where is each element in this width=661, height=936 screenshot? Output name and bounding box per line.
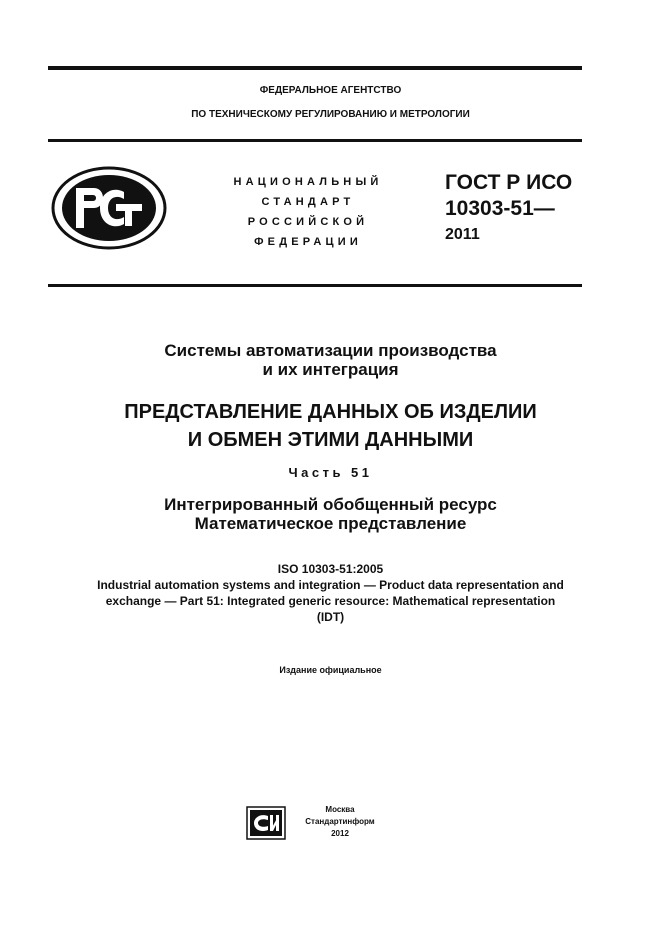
standard-line-4: ФЕДЕРАЦИИ xyxy=(254,236,362,248)
series-title-line-2: и их интеграция xyxy=(262,360,399,379)
agency-line-1: ФЕДЕРАЛЬНОЕ АГЕНТСТВО xyxy=(259,85,402,96)
publisher-city: Москва xyxy=(325,805,355,814)
standartinform-logo-icon xyxy=(246,806,286,840)
header-rule xyxy=(48,139,582,142)
iso-title-line-1: Industrial automation systems and integration — Product data representation and xyxy=(97,578,564,592)
standard-line-2: СТАНДАРТ xyxy=(261,196,355,208)
main-title-line-1: ПРЕДСТАВЛЕНИЕ ДАННЫХ ОБ ИЗДЕЛИИ xyxy=(124,401,537,423)
series-title-line-1: Системы автоматизации производства xyxy=(164,341,497,360)
edition-label: Издание официальное xyxy=(279,665,382,675)
part-number: Часть 51 xyxy=(288,465,373,480)
standard-designation xyxy=(445,170,572,248)
top-rule xyxy=(48,66,582,70)
national-standard-label xyxy=(220,172,396,252)
designation-line-2: 10303-51— xyxy=(445,197,555,220)
agency-line-2: ПО ТЕХНИЧЕСКОМУ РЕГУЛИРОВАНИЮ И МЕТРОЛОГИИ xyxy=(191,109,470,120)
designation-line-1: ГОСТ Р ИСО xyxy=(445,171,573,194)
publisher-block xyxy=(290,804,390,840)
standard-line-1: НАЦИОНАЛЬНЫЙ xyxy=(233,176,383,188)
iso-number: ISO 10303-51:2005 xyxy=(277,562,384,576)
standard-line-3: РОССИЙСКОЙ xyxy=(247,216,369,228)
part-title-line-2: Математическое представление xyxy=(194,514,467,533)
mid-rule xyxy=(48,284,582,287)
designation-year: 2011 xyxy=(445,226,480,243)
gost-logo-icon xyxy=(50,166,168,250)
iso-title-line-2: exchange — Part 51: Integrated generic resource: Mathematical representation xyxy=(105,594,556,608)
iso-title-line-3: (IDT) xyxy=(316,610,345,624)
publisher-name: Стандартинформ xyxy=(305,817,375,826)
part-title-line-1: Интегрированный обобщенный ресурс xyxy=(164,495,497,514)
main-title-line-2: И ОБМЕН ЭТИМИ ДАННЫМИ xyxy=(187,429,474,451)
publisher-year: 2012 xyxy=(331,829,349,838)
